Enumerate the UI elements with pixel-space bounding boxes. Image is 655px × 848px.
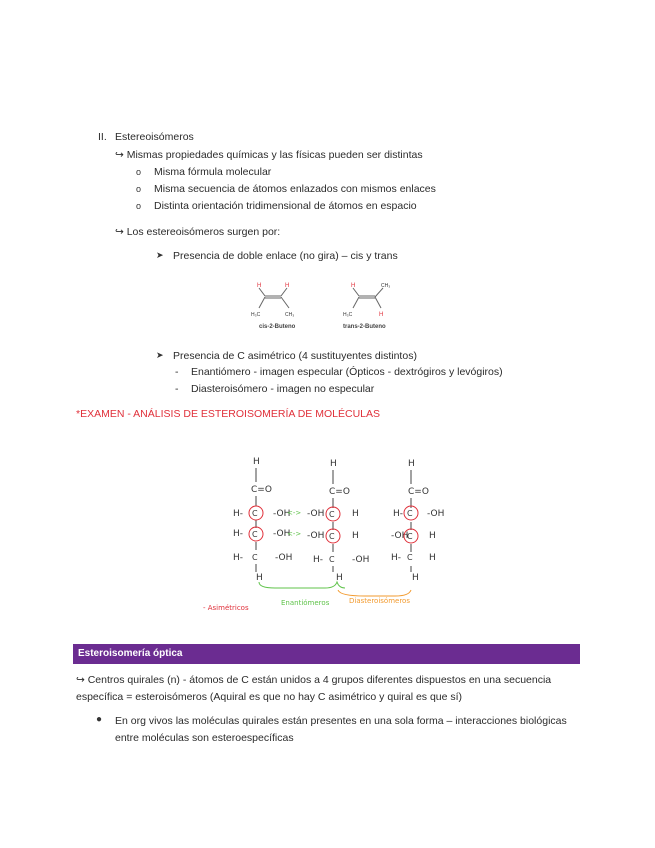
- enantiomer-bracket: [259, 582, 345, 588]
- hydroxyl: -OH: [307, 531, 325, 541]
- h-atom: H: [256, 573, 263, 583]
- h-atom: H-: [391, 553, 402, 563]
- h-atom: H: [379, 312, 384, 318]
- enantiomer-line: Enantiómero - imagen especular (Ópticos - dextrógiros y levógiros): [191, 366, 503, 378]
- h-atom: H: [330, 459, 337, 469]
- point-1: Misma fórmula molecular: [154, 166, 272, 178]
- h-atom: H-: [233, 553, 244, 563]
- methyl-group: CH₃: [381, 283, 391, 289]
- h-atom: H: [408, 459, 415, 469]
- arrow-line-2: ↪ Los estereoisómeros surgen por:: [115, 226, 281, 238]
- equivalence-arrow: <->: [287, 509, 302, 517]
- hydroxyl: -OH: [391, 531, 409, 541]
- h-atom: H-: [233, 529, 244, 539]
- c-atom: C: [329, 532, 335, 541]
- hydroxyl: -OH: [275, 553, 293, 563]
- banner-title: Esteroisomería óptica: [78, 648, 183, 659]
- hydroxyl: -OH: [352, 555, 370, 565]
- diastereomer-note: Diasteroisómeros: [349, 597, 410, 605]
- hydroxyl: -OH: [273, 529, 291, 539]
- diastereomer-line: Diasteroisómero - imagen no especular: [191, 383, 375, 395]
- c-atom: C: [407, 532, 413, 541]
- c-atom: C: [407, 553, 413, 562]
- h-atom: H: [429, 531, 436, 541]
- c-atom: C: [329, 555, 335, 564]
- hydroxyl: -OH: [427, 509, 445, 519]
- h-atom: H: [257, 283, 262, 289]
- living-organisms-paragraph: En org vivos las moléculas quirales están presentes en una sola forma – interacciones biológicas entre moléculas son esteroespecíficas: [115, 715, 567, 744]
- h-atom: H: [253, 457, 260, 467]
- cis-butene: [259, 288, 289, 308]
- h-atom: H: [412, 573, 419, 583]
- c-atom: C=O: [408, 487, 429, 497]
- cause-asymmetric-c: Presencia de C asimétrico (4 sustituyentes distintos): [173, 350, 417, 362]
- asymmetric-note: - Asimétricos: [203, 604, 249, 612]
- section-banner: [73, 644, 580, 664]
- diastereomer-bracket: [338, 590, 411, 596]
- circle-bullet-icon: o: [136, 184, 142, 194]
- h-atom: H: [352, 531, 359, 541]
- dash-bullet-icon: -: [175, 366, 179, 378]
- h-atom: H-: [393, 509, 404, 519]
- hydroxyl: -OH: [307, 509, 325, 519]
- c-atom: C: [329, 510, 335, 519]
- arrow-line-1: ↪ Mismas propiedades químicas y las físicas pueden ser distintas: [115, 149, 423, 161]
- h-atom: H: [336, 573, 343, 583]
- section-title: Estereoisómeros: [115, 131, 194, 143]
- arrowhead-bullet-icon: ➤: [156, 250, 164, 260]
- c-atom: C: [252, 553, 258, 562]
- cause-double-bond: Presencia de doble enlace (no gira) – cis y trans: [173, 250, 398, 262]
- handwritten-stereoisomer-diagram: [195, 450, 455, 618]
- c-atom: C: [252, 509, 258, 518]
- enantiomer-note: Enantiómeros: [281, 599, 330, 607]
- h-atom: H: [285, 283, 290, 289]
- dash-bullet-icon: -: [175, 383, 179, 395]
- point-2: Misma secuencia de átomos enlazados con mismos enlaces: [154, 183, 436, 195]
- h-atom: H: [429, 553, 436, 563]
- h-atom: H: [351, 283, 356, 289]
- c-atom: C: [252, 530, 258, 539]
- trans-label: trans-2-Buteno: [343, 324, 386, 330]
- section-numeral: II.: [98, 131, 107, 143]
- methyl-group: H₃C: [251, 312, 261, 318]
- c-atom: C=O: [329, 487, 350, 497]
- exam-note: *EXAMEN - ANÁLISIS DE ESTEROISOMERÍA DE MOLÉCULAS: [76, 408, 380, 420]
- circle-bullet-icon: o: [136, 167, 142, 177]
- cis-label: cis-2-Buteno: [259, 324, 296, 330]
- chiral-centers-paragraph: ↪ Centros quirales (n) - átomos de C están unidos a 4 grupos diferentes dispuestos en una secuencia específica = esteroisómeros (Aquiral es que no hay C asimétrico y quiral es que sí): [76, 674, 552, 703]
- h-atom: H-: [313, 555, 324, 565]
- methyl-group: CH₃: [285, 312, 295, 318]
- h-atom: H-: [233, 509, 244, 519]
- arrowhead-bullet-icon: ➤: [156, 350, 164, 360]
- dot-bullet-icon: ●: [96, 714, 103, 725]
- h-atom: H: [352, 509, 359, 519]
- c-atom: C=O: [251, 485, 272, 495]
- point-3: Distinta orientación tridimensional de átomos en espacio: [154, 200, 417, 212]
- equivalence-arrow: <->: [287, 530, 302, 538]
- c-atom: C: [407, 509, 413, 518]
- circle-bullet-icon: o: [136, 201, 142, 211]
- hydroxyl: -OH: [273, 509, 291, 519]
- trans-butene: [353, 288, 383, 308]
- methyl-group: H₃C: [343, 312, 353, 318]
